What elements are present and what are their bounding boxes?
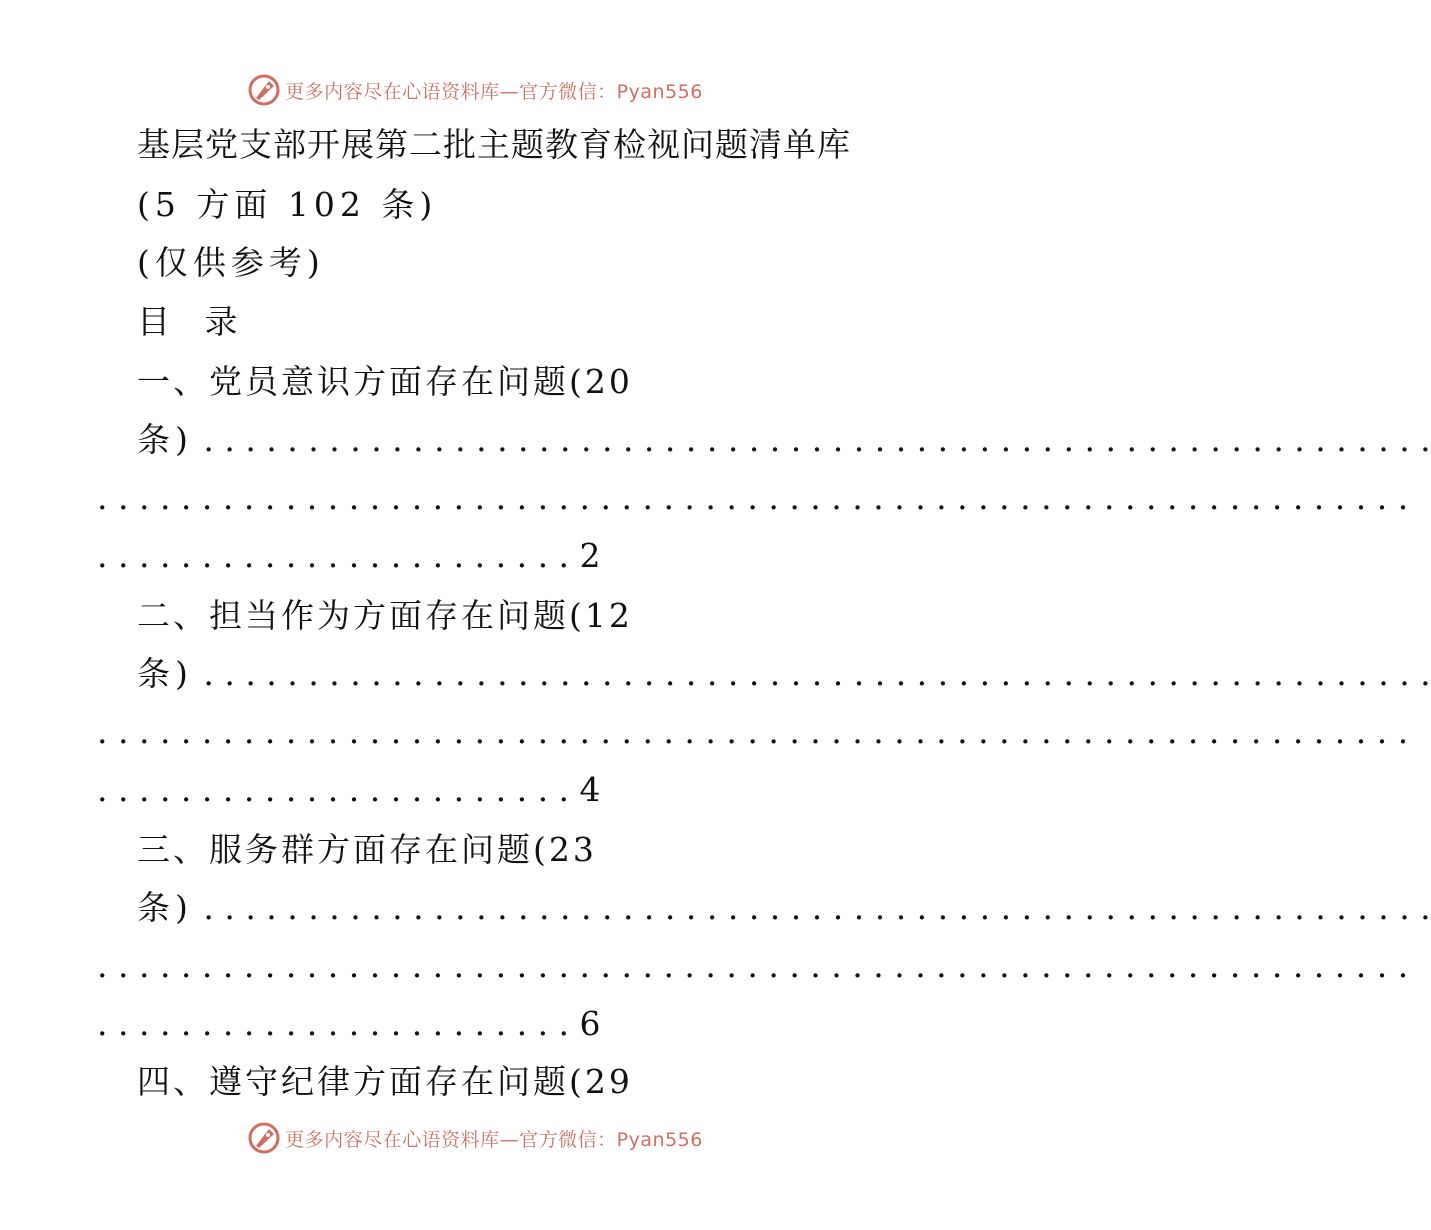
toc-entry-3-leader: 条) . . . . . . . . . . . . . . . . . . . . . . . . . . . . . . . . . . . . . . . . . . . . . . . . . . . . . . . . . . . (137, 888, 1431, 927)
document-note: (仅供参考) (137, 243, 325, 282)
toc-entry-1-end: . . . . . . . . . . . . . . . . . . . . . . . 2 (97, 536, 606, 575)
toc-entry-4-heading[interactable]: 四、遵守纪律方面存在问题(29 (137, 1062, 633, 1101)
toc-entry-1-leader: 条) . . . . . . . . . . . . . . . . . . . . . . . . . . . . . . . . . . . . . . . . . . . . . . . . . . . . . . . . . . . (137, 420, 1431, 459)
toc-entry-2-cont: 条) (137, 654, 193, 693)
document-title: 基层党支部开展第二批主题教育检视问题清单库 (137, 125, 851, 164)
toc-entry-2-end: . . . . . . . . . . . . . . . . . . . . . . . 4 (97, 770, 606, 809)
toc-entry-3-page: 6 (579, 1004, 606, 1043)
toc-heading: 目 录 (137, 302, 250, 341)
toc-entry-2-page: 4 (579, 770, 606, 809)
toc-entry-3-dots: . . . . . . . . . . . . . . . . . . . . . . . . . . . . . . . . . . . . . . . . . . . . . . . . . . . . . . . . . . . . . . . (97, 946, 1409, 985)
document-subtitle: (5 方面 102 条) (137, 185, 438, 224)
watermark-banner-top (0, 70, 950, 110)
toc-entry-1-heading[interactable]: 一、党员意识方面存在问题(20 (137, 362, 633, 401)
toc-entry-1-page: 2 (579, 536, 606, 575)
toc-entry-2-heading[interactable]: 二、担当作为方面存在问题(12 (137, 596, 633, 635)
watermark-banner-bottom (0, 1118, 950, 1158)
watermark-text: 更多内容尽在心语资料库—官方微信：Pyan556 (285, 80, 703, 103)
toc-entry-3-end: . . . . . . . . . . . . . . . . . . . . . . . 6 (97, 1004, 606, 1043)
pen-nib-logo-icon (247, 73, 281, 107)
toc-entry-3-cont: 条) (137, 888, 193, 927)
toc-entry-1-dots: . . . . . . . . . . . . . . . . . . . . . . . . . . . . . . . . . . . . . . . . . . . . . . . . . . . . . . . . . . . . . . . (97, 478, 1409, 517)
toc-entry-3-heading[interactable]: 三、服务群方面存在问题(23 (137, 830, 597, 869)
toc-entry-2-dots: . . . . . . . . . . . . . . . . . . . . . . . . . . . . . . . . . . . . . . . . . . . . . . . . . . . . . . . . . . . . . . . (97, 712, 1409, 751)
toc-entry-1-cont: 条) (137, 420, 193, 459)
watermark-text: 更多内容尽在心语资料库—官方微信：Pyan556 (285, 1128, 703, 1151)
pen-nib-logo-icon (247, 1121, 281, 1155)
toc-entry-2-leader: 条) . . . . . . . . . . . . . . . . . . . . . . . . . . . . . . . . . . . . . . . . . . . . . . . . . . . . . . . . . . . (137, 654, 1431, 693)
